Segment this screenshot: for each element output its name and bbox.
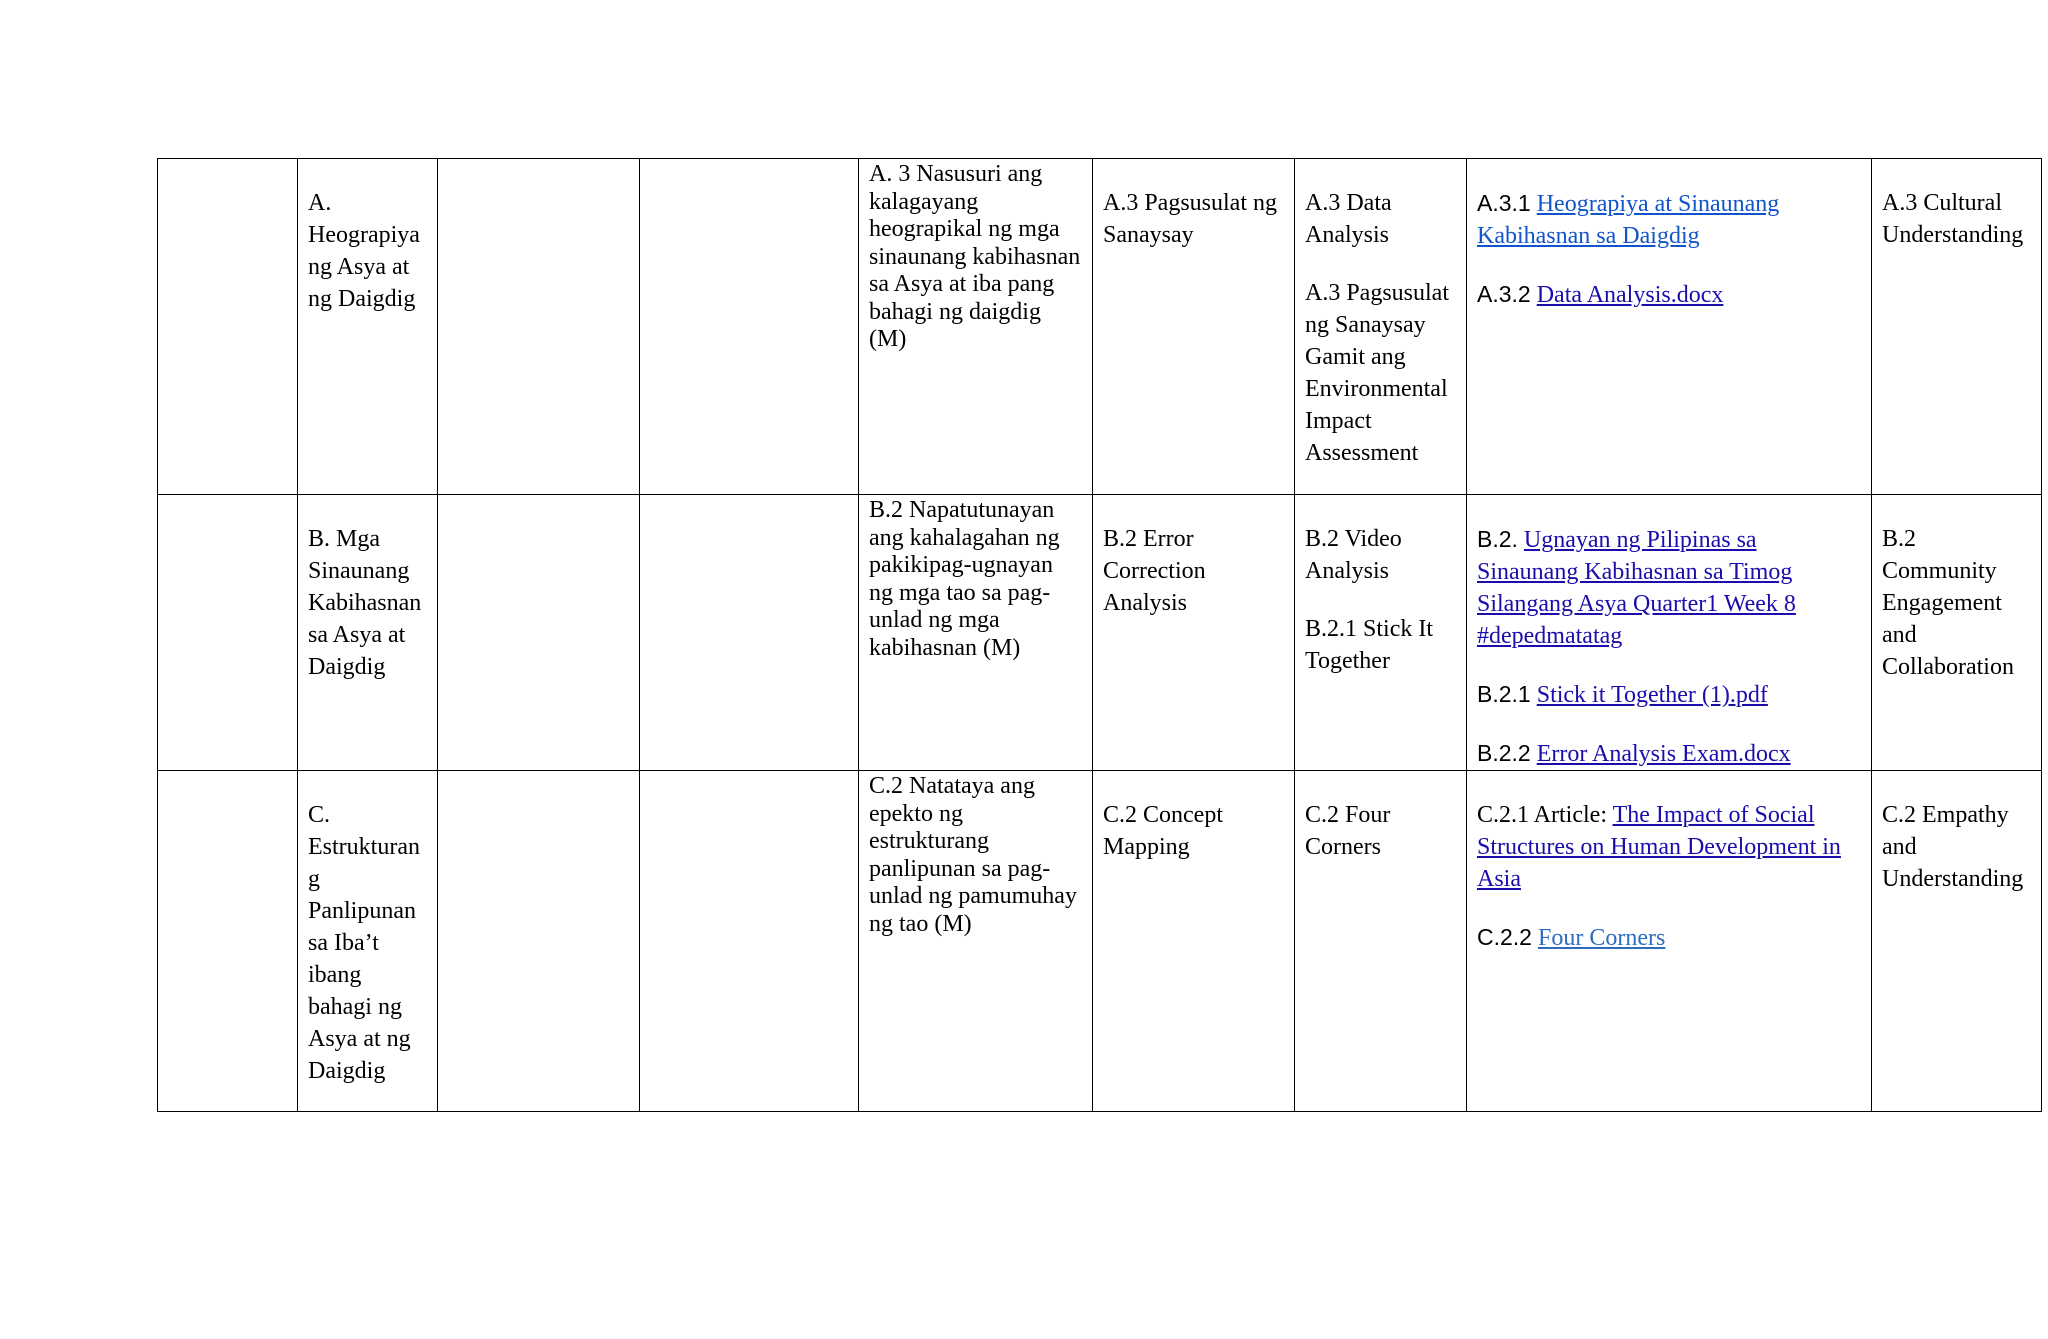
resources-cell xyxy=(1467,159,1872,495)
activity-item: A.3 Pagsusulat ng Sanaysay Gamit ang Environmental Impact Assessment xyxy=(1305,280,1449,466)
activity-item: B.2 Video Analysis xyxy=(1305,526,1402,584)
resource-item xyxy=(1477,523,1861,652)
competency-cell: B.2 Napatutunayan ang kahalagahan ng pakikipag-ugnayan ng mga tao sa pag-unlad ng mga kabihasnan (M) xyxy=(859,495,1093,771)
resource-code: B.2.1 xyxy=(1477,681,1531,707)
empty-cell xyxy=(438,159,640,495)
topic-cell: C. Estrukturan g Panlipunan sa Iba’t ibang bahagi ng Asya at ng Daigdig xyxy=(298,771,438,1112)
activity-item: A.3 Data Analysis xyxy=(1305,190,1392,248)
topic-cell: B. Mga Sinaunang Kabihasnan sa Asya at Daigdig xyxy=(298,495,438,771)
empty-cell xyxy=(640,159,859,495)
resource-link[interactable]: Ugnayan ng Pilipinas sa Sinaunang Kabihasnan sa Timog Silangang Asya Quarter1 Week 8 #depedmatatag xyxy=(1477,527,1796,649)
resource-code: A.3.2 xyxy=(1477,281,1531,307)
empty-cell xyxy=(640,495,859,771)
curriculum-table xyxy=(157,158,2042,1112)
resource-link[interactable]: Four Corners xyxy=(1537,925,1666,951)
resources-cell xyxy=(1467,495,1872,771)
assessment-cell: C.2 Concept Mapping xyxy=(1093,771,1295,1112)
resource-code: B.2. xyxy=(1477,526,1518,552)
empty-cell xyxy=(438,495,640,771)
resource-item xyxy=(1477,278,1861,311)
resource-item xyxy=(1477,737,1861,770)
table-row xyxy=(158,495,2042,771)
assessment-cell: B.2 Error Correction Analysis xyxy=(1093,495,1295,771)
activities-cell xyxy=(1295,159,1467,495)
activity-item: B.2.1 Stick It Together xyxy=(1305,616,1434,674)
resource-link[interactable]: Error Analysis Exam.docx xyxy=(1536,741,1791,767)
resource-link[interactable]: Heograpiya at Sinaunang Kabihasnan sa Daigdig xyxy=(1477,191,1780,249)
resource-code: C.2.1 Article: xyxy=(1477,802,1607,828)
competency-cell: C.2 Natataya ang epekto ng estrukturang panlipunan sa pag-unlad ng pamumuhay ng tao (M) xyxy=(859,771,1093,1112)
resources-cell xyxy=(1467,771,1872,1112)
resource-item xyxy=(1477,799,1861,895)
empty-cell xyxy=(640,771,859,1112)
activities-cell xyxy=(1295,771,1467,1112)
resource-item xyxy=(1477,187,1861,252)
assessment-cell: A.3 Pagsusulat ng Sanaysay xyxy=(1093,159,1295,495)
value-cell: A.3 Cultural Understanding xyxy=(1872,159,2042,495)
empty-cell xyxy=(158,771,298,1112)
value-cell: B.2 Community Engagement and Collaboration xyxy=(1872,495,2042,771)
topic-cell: A. Heograpiya ng Asya at ng Daigdig xyxy=(298,159,438,495)
table-row xyxy=(158,771,2042,1112)
activity-item: C.2 Four Corners xyxy=(1305,802,1391,860)
resource-item xyxy=(1477,678,1861,711)
activities-cell xyxy=(1295,495,1467,771)
empty-cell xyxy=(158,495,298,771)
competency-cell: A. 3 Nasusuri ang kalagayang heograpikal ng mga sinaunang kabihasnan sa Asya at iba pang bahagi ng daigdig (M) xyxy=(859,159,1093,495)
table-row xyxy=(158,159,2042,495)
empty-cell xyxy=(438,771,640,1112)
resource-link[interactable]: The Impact of Social Structures on Human Development in Asia xyxy=(1477,802,1841,892)
value-cell: C.2 Empathy and Understanding xyxy=(1872,771,2042,1112)
resource-code: C.2.2 xyxy=(1477,924,1532,950)
resource-link[interactable]: Data Analysis.docx xyxy=(1536,282,1724,308)
resource-code: A.3.1 xyxy=(1477,190,1531,216)
resource-code: B.2.2 xyxy=(1477,740,1531,766)
empty-cell xyxy=(158,159,298,495)
resource-link[interactable]: Stick it Together (1).pdf xyxy=(1536,682,1768,708)
resource-item xyxy=(1477,921,1861,954)
